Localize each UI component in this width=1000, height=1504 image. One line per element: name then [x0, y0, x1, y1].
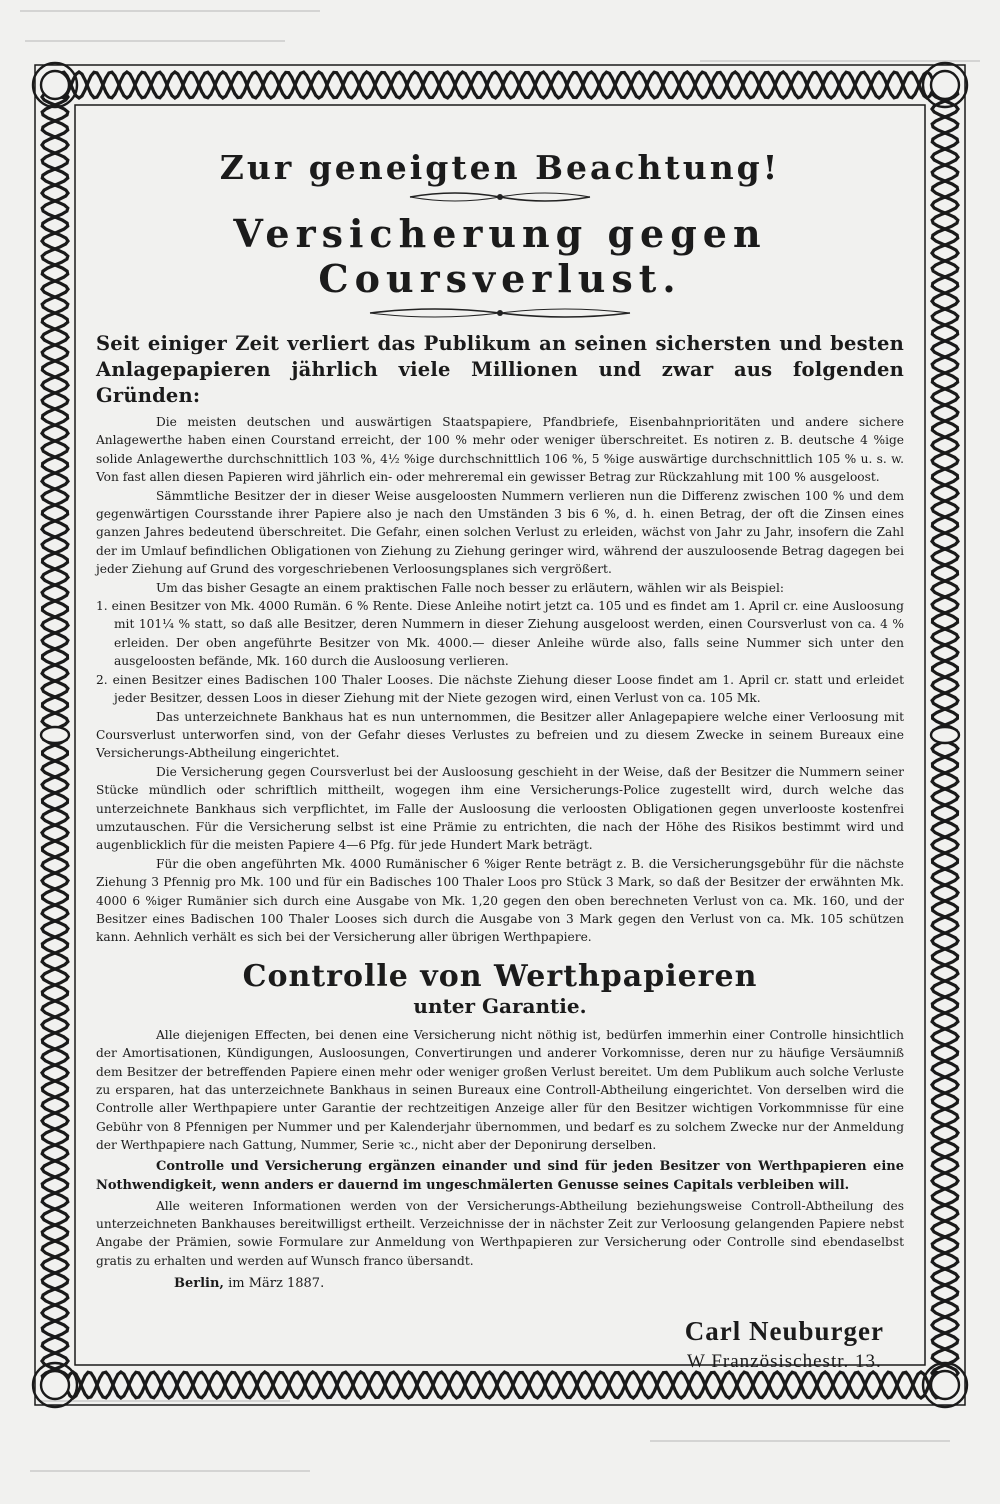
side-rosette-icon: [931, 727, 959, 743]
firm-address: W Französischestr. 13.: [687, 1351, 882, 1373]
body-paragraph: Alle weiteren Informationen werden von der Versicherungs-Abtheilung beziehungsweise Controll-Abtheilung des unterzeichneten Bankhauses bereitwilligst ertheilt. Verzeichnisse der in nächster Zeit zur Verloosung gelangenden Papiere nebst Angabe der Prämien, sowie Formulare zur Anmeldung von Werthpapieren zur Versicherung oder Controlle sind ebendaselbst gratis zu erhalten und werden auf Wunsch franco übersandt.: [96, 1198, 904, 1268]
emphasis-paragraph: Controlle und Versicherung ergänzen einander und sind für jeden Besitzer von Werthpapieren eine Nothwendigkeit, wenn anders er dauernd im ungeschmälerten Genusse seines Capitals verbleiben will.: [96, 1158, 904, 1193]
body-paragraph: Die meisten deutschen und auswärtigen Staatspapiere, Pfandbriefe, Eisenbahnprioritäten und andere sichere Anlagewerthe haben einen Courstand erreicht, der 100 % mehr oder weniger überschreitet. Es notiren z. B. deutsche 4 %ige solide Anlagewerthe durchschnittlich 103 %, 4½ %ige durchschnittlich 106 %, 5 %ige auswärtige durchschnittlich 105 % u. s. w. Von fast allen diesen Papieren wird jährlich ein- oder mehreremal ein gewisser Betrag zur Rückzahlung mit 100 % ausgeloost.: [96, 415, 904, 485]
page-title: Zur geneigten Beachtung!: [219, 148, 781, 187]
example-item: 2. einen Besitzer eines Badischen 100 Thaler Looses. Die nächste Ziehung dieser Loose findet am 1. April cr. statt und erleidet jeder Besitzer, dessen Loos in dieser Ziehung mit der Niete gezogen wird, einen Verlust von ca. 105 Mk.: [96, 672, 904, 706]
place-date: [174, 1276, 324, 1291]
body-paragraph: Das unterzeichnete Bankhaus hat es nun unternommen, die Besitzer aller Anlagepapiere welche einer Verloosung mit Coursverlust unterworfen sind, von der Gefahr dieses Verlustes zu befreien und zu diesem Zwecke in seinem Bureaux eine Versicherungs-Abtheilung eingerichtet.: [96, 709, 904, 761]
body-paragraph: Um das bisher Gesagte an einem praktischen Falle noch besser zu erläutern, wählen wir als Beispiel:: [156, 580, 785, 595]
corner-loop-icon: [931, 71, 959, 99]
section-heading: Controlle von Werthpapieren: [242, 958, 758, 994]
advertisement-body: [96, 138, 904, 1373]
page-subtitle: Versicherung gegen Coursverlust.: [233, 211, 767, 301]
place: Berlin,: [174, 1276, 224, 1292]
lead-paragraph: Seit einiger Zeit verliert das Publikum an seinen sichersten und besten Anlagepapieren jährlich viele Millionen und zwar aus folgenden Gründen:: [96, 332, 904, 407]
signature-block: [96, 1276, 904, 1426]
firm-name: Carl Neuburger: [684, 1316, 884, 1347]
body-paragraph: Alle diejenigen Effecten, bei denen eine Versicherung nicht nöthig ist, bedürfen immerhin einer Controlle hinsichtlich der Amortisationen, Kündigungen, Ausloosungen, Convertirungen und anderer Vorkomnisse, deren nur zu häufige Versäumniß dem Besitzer der betreffenden Papiere einen mehr oder weniger großen Verlust bereitet. Um dem Publikum auch solche Verluste zu ersparen, hat das unterzeichnete Bankhaus in seinen Bureaux eine Controll-Abtheilung eingerichtet. Von derselben wird die Controlle aller Werthpapiere unter Garantie der rechtzeitigen Anzeige aller für den Besitzer wichtigen Vorkommnisse für eine Gebühr von 8 Pfennigen per Nummer und per Kalenderjahr übernommen, und bedarf es zu solchem Zwecke nur der Anmeldung der Werthpapiere nach Gattung, Nummer, Serie ꝛc., nicht aber der Deponirung derselben.: [96, 1027, 904, 1153]
body-paragraph: Für die oben angeführten Mk. 4000 Rumänischer 6 %iger Rente beträgt z. B. die Versicherungsgebühr für die nächste Ziehung 3 Pfennig pro Mk. 100 und für ein Badisches 100 Thaler Loos pro Stück 3 Mark, so daß der Besitzer der erwähnten Mk. 4000 6 %iger Rumänier sich durch eine Ausgabe von Mk. 1,20 gegen den oben berechneten Verlust von ca. Mk. 160, und der Besitzer eines Badischen 100 Thaler Looses sich durch die Ausgabe von 3 Mark gegen den Verlust von ca. Mk. 105 schützen kann. Aehnlich verhält es sich bei der Versicherung aller übrigen Werthpapiere.: [96, 856, 904, 945]
corner-loop-icon: [41, 1371, 69, 1399]
firm-block: [685, 1316, 884, 1373]
ornament-divider-icon: [360, 305, 640, 321]
section-subheading: unter Garantie.: [413, 993, 587, 1018]
example-item: 1. einen Besitzer von Mk. 4000 Rumän. 6 % Rente. Diese Anleihe notirt jetzt ca. 105 und es findet am 1. April cr. eine Ausloosung mit 101¼ % statt, so daß alle Besitzer, deren Nummern in dieser Ziehung ausgeloost werden, einen Coursverlust von ca. 4 % erleiden. Der oben angeführte Besitzer von Mk. 4000.— dieser Anleihe würde also, falls seine Nummer sich unter den ausgeloosten befände, Mk. 160 durch die Ausloosung verlieren.: [96, 599, 904, 669]
body-paragraph: Die Versicherung gegen Coursverlust bei der Ausloosung geschieht in der Weise, daß der Besitzer die Nummern seiner Stücke mündlich oder schriftlich mittheilt, wogegen ihm eine Versicherungs-Police zugestellt wird, durch welche das unterzeichnete Bankhaus sich verpflichtet, im Falle der Ausloosung die verloosten Obligationen gegen unverlooste kostenfrei umzutauschen. Für die Versicherung selbst ist eine Prämie zu entrichten, die nach der Höhe des Risikos bestimmt wird und augenblicklich für die meisten Papiere 4—6 Pfg. für jede Hundert Mark beträgt.: [96, 764, 904, 853]
corner-loop-icon: [931, 1371, 959, 1399]
ornament-divider-icon: [400, 189, 600, 205]
corner-loop-icon: [41, 71, 69, 99]
side-rosette-icon: [41, 727, 69, 743]
body-paragraph: Sämmtliche Besitzer der in dieser Weise ausgeloosten Nummern verlieren nun die Differenz zwischen 100 % und dem gegenwärtigen Coursstande ihrer Papiere also je nach den Umständen 3 bis 6 %, d. h. einen Betrag, der oft die Zinsen eines ganzen Jahres bedeutend überschreitet. Die Gefahr, einen solchen Verlust zu erleiden, wächst von Jahr zu Jahr, insofern die Zahl der im Umlauf befindlichen Obligationen von Ziehung zu Ziehung geringer wird, während der auszuloosende Betrag dagegen bei jeder Ziehung auf Grund des vorgeschriebenen Verloosungsplanes sich vergrößert.: [96, 488, 904, 577]
date: im März 1887.: [228, 1276, 325, 1292]
